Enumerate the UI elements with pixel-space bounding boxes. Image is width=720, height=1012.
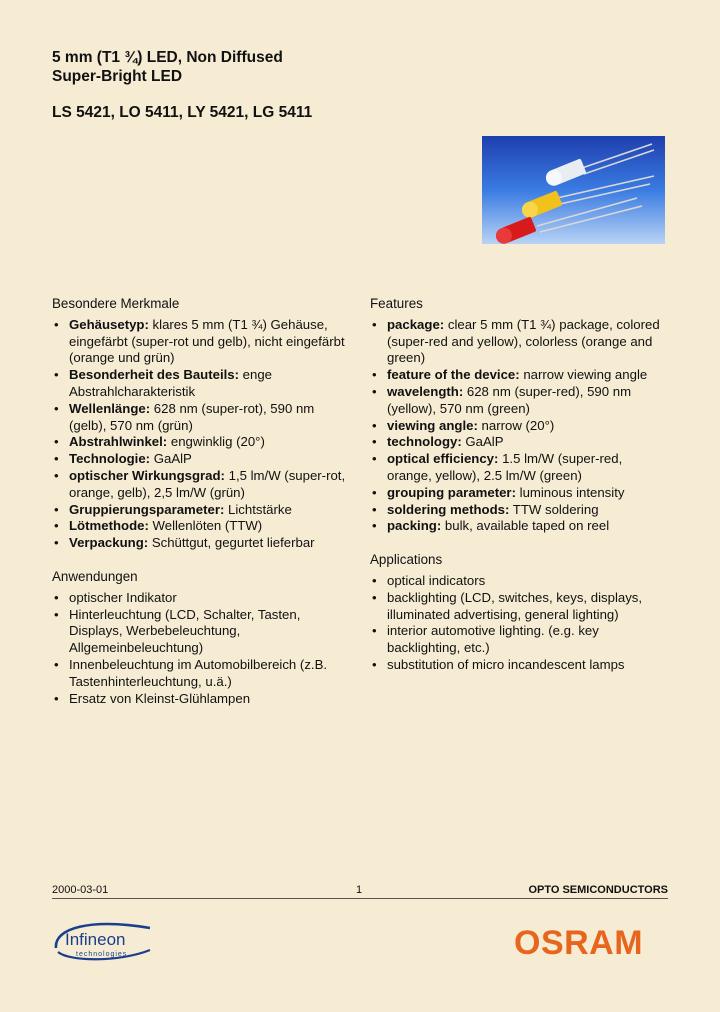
- document-title: [52, 48, 283, 86]
- osram-logo: OSRAM: [514, 924, 644, 962]
- list-item: • optischer Wirkungsgrad: 1,5 lm/W (super-rot, orange, gelb), 2,5 lm/W (grün): [52, 468, 352, 502]
- applications-list-de: [52, 590, 352, 708]
- features-heading-en: Features: [370, 296, 423, 311]
- list-item: • Technologie: GaAlP: [52, 451, 352, 468]
- list-item: • Gehäusetyp: klares 5 mm (T1 ¾) Gehäuse, eingefärbt (super-rot und gelb), nicht eingefärbt (orange und grün): [52, 317, 352, 367]
- applications-list-en: [370, 573, 670, 674]
- list-item: • feature of the device: narrow viewing angle: [370, 367, 670, 384]
- applications-heading-de: Anwendungen: [52, 568, 138, 584]
- features-list-en: [370, 317, 670, 535]
- list-item: • grouping parameter: luminous intensity: [370, 485, 670, 502]
- list-item: • Wellenlänge: 628 nm (super-rot), 590 nm (gelb), 570 nm (grün): [52, 401, 352, 435]
- list-item: • packing: bulk, available taped on reel: [370, 518, 670, 535]
- title-line-1: 5 mm (T1 ¾) LED, Non Diffused: [52, 49, 283, 66]
- led-product-photo: [482, 136, 665, 244]
- features-heading-de: Besondere Merkmale: [52, 296, 180, 311]
- footer-division: OPTO SEMICONDUCTORS: [528, 884, 668, 896]
- list-item: • backlighting (LCD, switches, keys, displays, illuminated advertising, general lighting): [370, 590, 670, 624]
- german-column: [52, 296, 352, 707]
- list-item: • optical efficiency: 1.5 lm/W (super-red, orange, yellow), 2.5 lm/W (green): [370, 451, 670, 485]
- list-item: • soldering methods: TTW soldering: [370, 502, 670, 519]
- list-item: • Besonderheit des Bauteils: enge Abstrahlcharakteristik: [52, 367, 352, 401]
- list-item: • wavelength: 628 nm (super-red), 590 nm (yellow), 570 nm (green): [370, 384, 670, 418]
- list-item: • Abstrahlwinkel: engwinklig (20°): [52, 434, 352, 451]
- list-item: • Verpackung: Schüttgut, gegurtet lieferbar: [52, 535, 352, 552]
- page-number: 1: [356, 884, 363, 896]
- infineon-logo: [50, 914, 160, 966]
- english-column: [370, 296, 670, 674]
- list-item: • technology: GaAlP: [370, 434, 670, 451]
- list-item: • optical indicators: [370, 573, 670, 590]
- list-item: • Lötmethode: Wellenlöten (TTW): [52, 518, 352, 535]
- footer-date: 2000-03-01: [52, 884, 109, 896]
- list-item: • viewing angle: narrow (20°): [370, 418, 670, 435]
- infineon-tagline: technologies: [76, 951, 128, 958]
- list-item: • interior automotive lighting. (e.g. key backlighting, etc.): [370, 623, 670, 657]
- list-item: • substitution of micro incandescent lamps: [370, 657, 670, 674]
- applications-heading-en: Applications: [370, 552, 443, 568]
- list-item: • package: clear 5 mm (T1 ¾) package, colored (super-red and yellow), colorless (orange and green): [370, 317, 670, 367]
- list-item: • Innenbeleuchtung im Automobilbereich (z.B. Tastenhinterleuchtung, u.ä.): [52, 657, 352, 691]
- title-line-2: Super-Bright LED: [52, 68, 183, 85]
- footer-divider: [52, 898, 668, 899]
- infineon-brand: Infineon: [65, 930, 126, 949]
- features-list-de: [52, 317, 352, 552]
- list-item: • Hinterleuchtung (LCD, Schalter, Tasten, Displays, Werbebeleuchtung, Allgemeinbeleuchtung): [52, 607, 352, 657]
- list-item: • optischer Indikator: [52, 590, 352, 607]
- list-item: • Gruppierungsparameter: Lichtstärke: [52, 502, 352, 519]
- list-item: • Ersatz von Kleinst-Glühlampen: [52, 691, 352, 708]
- part-numbers: LS 5421, LO 5411, LY 5421, LG 5411: [52, 104, 313, 121]
